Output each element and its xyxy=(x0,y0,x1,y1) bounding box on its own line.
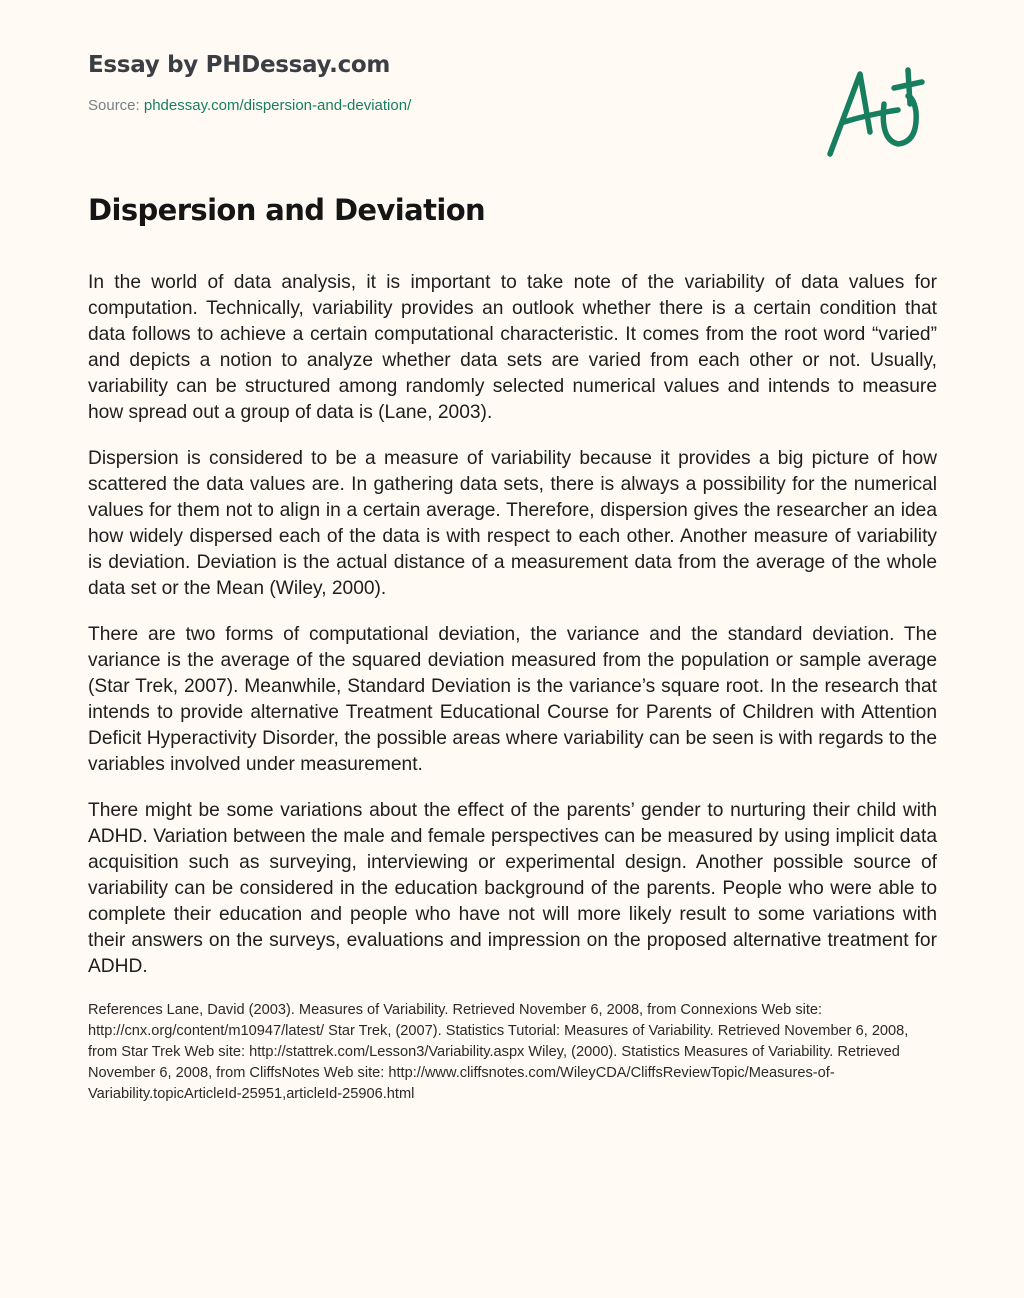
a-plus-grade-icon xyxy=(822,62,932,162)
source-link[interactable]: phdessay.com/dispersion-and-deviation/ xyxy=(143,97,412,114)
article-body xyxy=(88,270,937,1105)
source-label: Source: xyxy=(88,97,140,114)
source-line xyxy=(88,96,788,116)
paragraph: In the world of data analysis, it is important to take note of the variability of data values for computation. Technically, variability provides an outlook whether there is a certain condition that data follows to achieve a certain computational characteristic. It comes from the root word “varied” and depicts a notion to analyze whether data sets are varied from each other or not. Usually, variability can be structured among randomly selected numerical values and intends to measure how spread out a group of data is (Lane, 2003). xyxy=(88,272,937,423)
paragraph: Dispersion is considered to be a measure of variability because it provides a big picture of how scattered the data values are. In gathering data sets, there is always a possibility for the numerical values for them not to align in a certain average. Therefore, dispersion gives the researcher an idea how widely dispersed each of the data is with respect to each other. Another measure of variability is deviation. Deviation is the actual distance of a measurement data from the average of the whole data set or the Mean (Wiley, 2000). xyxy=(88,448,937,599)
page-title: Dispersion and Deviation xyxy=(88,193,486,227)
site-header xyxy=(88,48,788,116)
site-title: Essay by PHDessay.com xyxy=(88,52,391,78)
references: References Lane, David (2003). Measures of Variability. Retrieved November 6, 2008, from Connexions Web site: http://cnx.org/content/m10947/latest/ Star Trek, (2007). Statistics Tutorial: Measures of Variability. Retrieved November 6, 2008, from Star Trek Web site: http://stattrek.com/Lesson3/Variability.aspx Wiley, (2000). Statistics Measures of Variability. Retrieved November 6, 2008, from CliffsNotes Web site: http://www.cliffsnotes.com/WileyCDA/CliffsReviewTopic/Measures-of-Variability.topicArticleId-25951,articleId-25906.html xyxy=(88,1002,909,1102)
paragraph: There might be some variations about the effect of the parents’ gender to nurturing their child with ADHD. Variation between the male and female perspectives can be measured by using implicit data acquisition such as surveying, interviewing or experimental design. Another possible source of variability can be considered in the education background of the parents. People who were able to complete their education and people who have not will more likely result to some variations with their answers on the surveys, evaluations and impression on the proposed alternative treatment for ADHD. xyxy=(88,800,937,977)
paragraph: There are two forms of computational deviation, the variance and the standard deviation. The variance is the average of the squared deviation measured from the population or sample average (Star Trek, 2007). Meanwhile, Standard Deviation is the variance’s square root. In the research that intends to provide alternative Treatment Educational Course for Parents of Children with Attention Deficit Hyperactivity Disorder, the possible areas where variability can be seen is with regards to the variables involved under measurement. xyxy=(88,624,937,775)
